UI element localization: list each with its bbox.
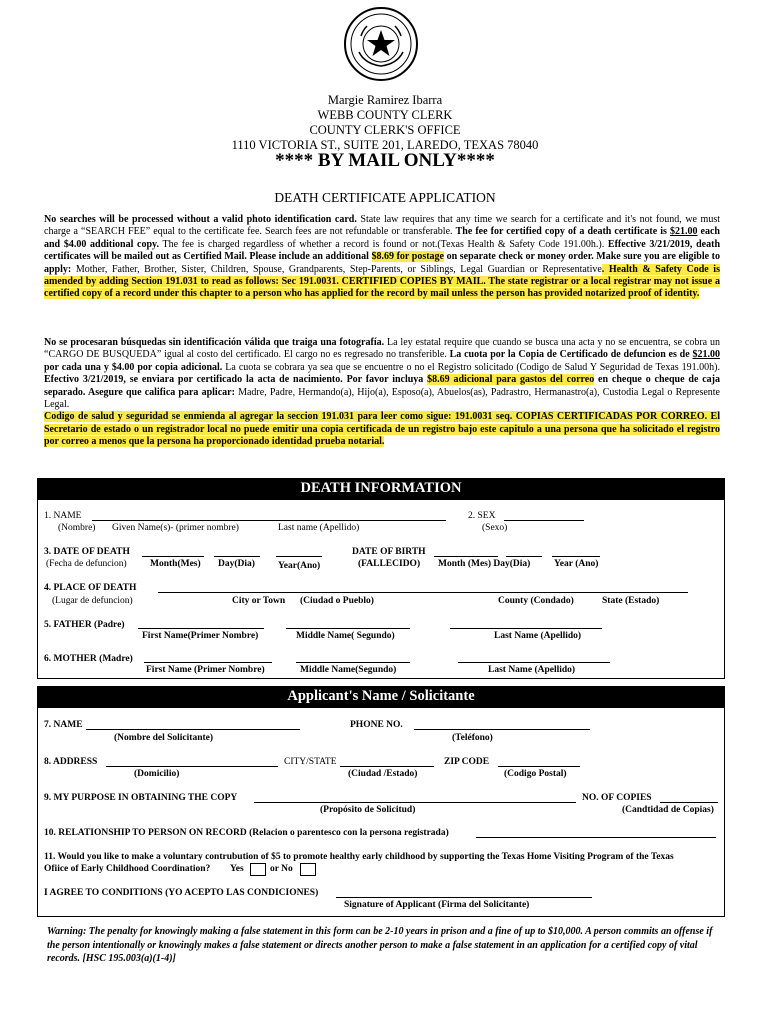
- father-first-input[interactable]: [138, 628, 264, 629]
- office-line-2: COUNTY CLERK'S OFFICE: [309, 123, 461, 137]
- mother-first-input[interactable]: [144, 662, 272, 663]
- application-title: DEATH CERTIFICATE APPLICATION: [274, 190, 496, 205]
- yes-label: Yes: [230, 864, 244, 874]
- proposito-label: (Propósito de Solicitud): [320, 805, 416, 815]
- applicant-name-input[interactable]: [86, 729, 300, 730]
- applicant-heading: Applicant's Name / Solicitante: [37, 686, 725, 707]
- last-name-label: Last name (Apellido): [278, 523, 360, 533]
- relationship-input[interactable]: [476, 837, 716, 838]
- field-10-label: 10. RELATIONSHIP TO PERSON ON RECORD (Relacion o parentesco con la persona registrada): [44, 828, 449, 838]
- clerk-name: Margie Ramirez Ibarra: [327, 93, 443, 107]
- address-input[interactable]: [106, 766, 278, 767]
- agree-label: I AGREE TO CONDITIONS (YO ACEPTO LAS CONDICIONES): [44, 888, 319, 898]
- month-label: Month(Mes): [150, 559, 201, 569]
- telefono-label: (Teléfono): [452, 733, 493, 743]
- place-of-death-input[interactable]: [158, 592, 688, 593]
- dob-day-input[interactable]: [506, 556, 542, 557]
- domicilio-label: (Domicilio): [134, 769, 180, 779]
- copies-input[interactable]: [660, 802, 718, 803]
- field-2-label: 2. SEX: [468, 511, 496, 521]
- death-information-heading: DEATH INFORMATION: [37, 478, 725, 499]
- father-last-input[interactable]: [450, 628, 602, 629]
- phone-label: PHONE NO.: [350, 720, 403, 730]
- field-1-label: 1. NAME: [44, 511, 82, 521]
- dob-month-input[interactable]: [434, 556, 498, 557]
- id-requirement-es: No se procesaran búsquedas sin identificación válida que traiga una fotografía.: [44, 337, 385, 348]
- or-no-label: or No: [270, 864, 293, 874]
- fee-text-es: La cuota por la Copia de Certificado de defuncion es de: [449, 349, 693, 361]
- eligibility-list-es: Madre, Padre, Hermando(a), Hijo(a), Esposo(a), Abuelos(as), Padrastro, Hermanastro(a), Custodia Legal o Represente Legal.: [44, 386, 720, 411]
- lugar-label: (Lugar de defuncion): [52, 596, 133, 606]
- fee-text: The fee for certified copy of a death certificate is: [455, 226, 670, 238]
- health-safety-code-text: . Health & Safety Code is amended by adding Section 191.031 to read as follows: Sec 191.0031. CERTIFIED COPIES BY MAIL. The state registrar or a local registrar may not issue a certified copy of a record under this chapter to a person who has applied for the record by mail unless the person has provided notarized proof of identity.: [44, 263, 720, 300]
- copies-label: NO. OF COPIES: [582, 793, 652, 803]
- year-label: Year(Ano): [278, 561, 321, 571]
- field-3-label: 3. DATE OF DEATH: [44, 547, 130, 557]
- postage-amount-es: $8.69 adicional para gastos del correo: [427, 374, 595, 386]
- eligibility-heading-es: en cheque o cheque de caja separado. Asegure que califica para aplicar:: [44, 374, 720, 398]
- mother-middle-label: Middle Name(Segundo): [300, 665, 397, 675]
- death-day-input[interactable]: [214, 556, 260, 557]
- postage-amount: $8.69 for postage: [371, 251, 444, 263]
- by-mail-only-heading: **** BY MAIL ONLY****: [275, 150, 495, 171]
- spanish-instructions: [44, 337, 720, 449]
- additional-copy-fee-es: por cada una y $4.00 por copia adicional.: [44, 361, 223, 373]
- mother-first-label: First Name (Primer Nombre): [146, 665, 265, 675]
- office-address: 1110 VICTORIA ST., SUITE 201, LAREDO, TEXAS 78040: [231, 138, 539, 152]
- death-month-input[interactable]: [142, 556, 204, 557]
- office-line-1: WEBB COUNTY CLERK: [317, 108, 453, 122]
- english-instructions: [44, 214, 720, 301]
- mother-middle-input[interactable]: [296, 662, 410, 663]
- death-year-input[interactable]: [276, 556, 322, 557]
- state-label: State (Estado): [602, 596, 660, 606]
- field-7-label: 7. NAME: [44, 720, 83, 730]
- fecha-label: (Fecha de defuncion): [46, 559, 127, 569]
- search-fee-text-es: La ley estatal require que cuando se busca una acta y no se encuentra, se cobra un “CARGO DE BUSQUEDA” igual al costo del certificado. El cargo no es regresado no transferible.: [44, 337, 720, 361]
- day-label: Day(Dia): [218, 559, 255, 569]
- ciudad-estado-label: (Ciudad /Estado): [348, 769, 418, 779]
- texas-county-seal: [343, 6, 419, 82]
- certified-mail-text-es: Efectivo 3/21/2019, se enviara por certificado la acta de nacimiento. Por favor incluya: [44, 374, 428, 386]
- sexo-label: (Sexo): [482, 523, 508, 533]
- fee-amount: $21.00: [669, 226, 698, 238]
- phone-input[interactable]: [414, 729, 590, 730]
- field-6-label: 6. MOTHER (Madre): [44, 654, 133, 664]
- death-information-section: [37, 499, 725, 679]
- fallecido-label: (FALLECIDO): [358, 559, 421, 569]
- sex-input[interactable]: [504, 520, 584, 521]
- city-state-input[interactable]: [340, 766, 434, 767]
- dob-year-input[interactable]: [552, 556, 600, 557]
- nombre-label: (Nombre): [58, 523, 96, 533]
- dob-month-day-label: Month (Mes) Day(Dia): [438, 559, 531, 569]
- health-safety-code-text-es: Codigo de salud y seguridad se enmienda al agregar la seccion 191.031 para leer como sigue: 191.0031 seq. COPIAS CERTIFICADAS POR CORREO. El Secretario de estado o un registrador local no puede emitir una copia certificada de un registro bajo este capitulo a una persona que ha solicitado el registro por correo a menos que la persona ha proporcionado identidad prueba notarial.: [44, 411, 720, 448]
- mother-last-input[interactable]: [458, 662, 610, 663]
- field-9-label: 9. MY PURPOSE IN OBTAINING THE COPY: [44, 793, 238, 803]
- fee-regardless-text-es: La cuota se cobrara ya sea que se encuentre o no el Registro solicitado (Codigo de Salud Y Seguridad de Texas 191.00h).: [222, 361, 721, 373]
- father-first-label: First Name(Primer Nombre): [142, 631, 259, 641]
- purpose-input[interactable]: [254, 802, 576, 803]
- father-middle-label: Middle Name( Segundo): [296, 631, 395, 641]
- dob-year-label: Year (Ano): [554, 559, 599, 569]
- search-fee-text: State law requires that any time we search for a certificate and it's not found, we must charge a “SEARCH FEE” equal to the certificate fee. Search fees are not refundable or transferable.: [44, 214, 721, 238]
- no-checkbox[interactable]: [300, 863, 316, 876]
- field-11-label-2: Ofiice of Early Childhood Coordination?: [44, 864, 211, 874]
- ciudad-label: (Ciudad o Pueblo): [300, 596, 374, 606]
- field-8-label: 8. ADDRESS: [44, 757, 98, 767]
- city-label: City or Town: [232, 596, 286, 606]
- yes-checkbox[interactable]: [250, 863, 266, 876]
- mother-last-label: Last Name (Apellido): [488, 665, 576, 675]
- name-input[interactable]: [92, 520, 446, 521]
- certified-mail-text: Effective 3/21/2019, death certificates will be mailed out as Certified Mail. Please include an additional: [44, 238, 721, 263]
- zip-input[interactable]: [498, 766, 580, 767]
- zip-label: ZIP CODE: [444, 757, 490, 767]
- eligibility-list: Mother, Father, Brother, Sister, Children, Spouse, Grandparents, Step-Parents, or Siblings, Legal Guardian or Representative: [71, 263, 602, 275]
- father-last-label: Last Name (Apellido): [494, 631, 582, 641]
- county-label: County (Condado): [498, 596, 574, 606]
- dob-label: DATE OF BIRTH: [352, 547, 426, 557]
- cantidad-label: (Candtidad de Copias): [622, 805, 714, 815]
- applicant-section: [37, 707, 725, 917]
- nombre-solicitante-label: (Nombre del Solicitante): [114, 733, 214, 743]
- field-5-label: 5. FATHER (Padre): [44, 620, 125, 630]
- signature-label: Signature of Applicant (Firma del Solicitante): [344, 900, 530, 910]
- signature-input[interactable]: [336, 897, 592, 898]
- eligibility-heading: on separate check or money order. Make sure you are eligible to apply:: [44, 251, 721, 275]
- city-state-label: CITY/STATE: [284, 757, 337, 767]
- fee-regardless-text: The fee is charged regardless of whether a record is found or not.(Texas Health & Safety Code 191.00h.).: [159, 238, 608, 250]
- warning-text: Warning: The penalty for knowingly making a false statement in this form can be 2-10 years in prison and a fine of up to $10,000. A person commits an offense if the person intentionally or knowingly makes a false statement or directs another person to make a false statement in an application for a certified copy of vital records. [HSC 195.003(a)(1-4)]: [47, 926, 713, 964]
- codigo-postal-label: (Codigo Postal): [504, 769, 567, 779]
- fee-amount-es: $21.00: [692, 349, 720, 361]
- additional-copy-fee: each and $4.00 additional copy.: [44, 226, 720, 250]
- field-4-label: 4. PLACE OF DEATH: [44, 583, 137, 593]
- id-requirement: No searches will be processed without a valid photo identification card.: [44, 214, 357, 225]
- given-name-label: Given Name(s)- (primer nombre): [112, 523, 239, 533]
- father-middle-input[interactable]: [286, 628, 410, 629]
- field-11-label: 11. Would you like to make a voluntary contrubution of $5 to promote healthy early childhood by supporting the Texas Home Visiting Program of the Texas: [44, 852, 674, 862]
